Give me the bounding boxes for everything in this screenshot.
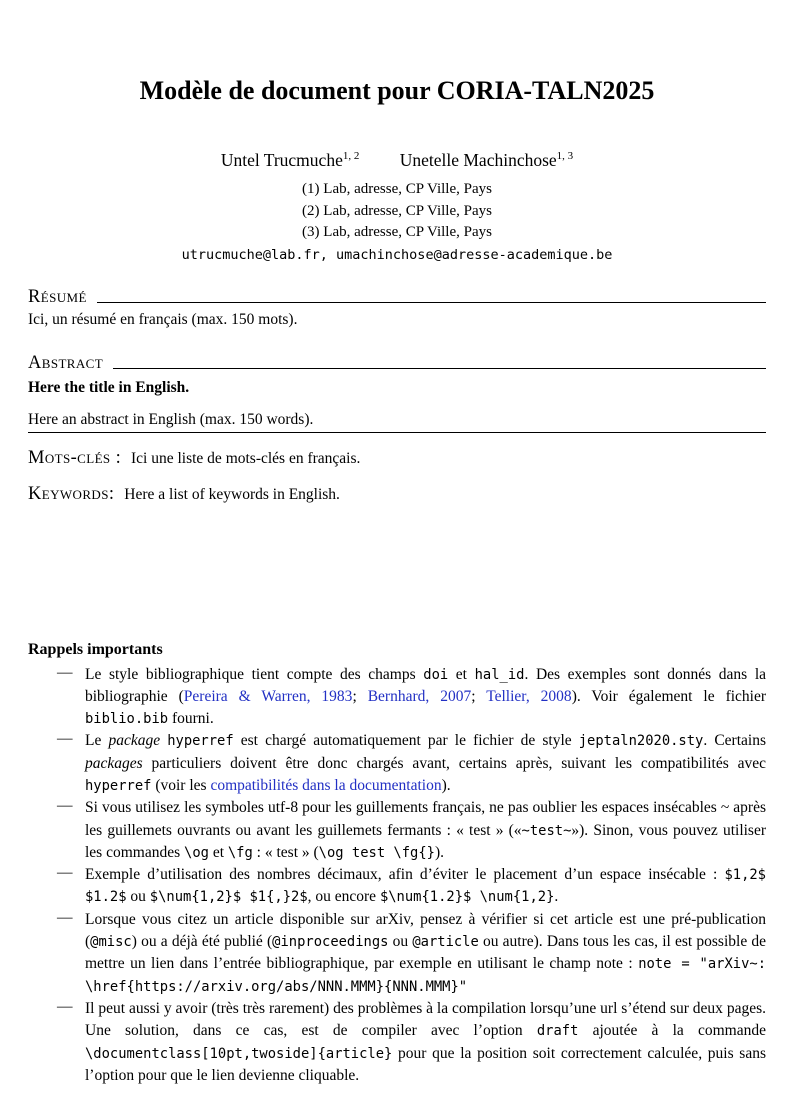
code-span: \og [184, 844, 209, 861]
text-span: ; [471, 687, 487, 705]
heading-rule [97, 302, 766, 303]
abstract-bottom-rule [28, 432, 766, 433]
text-span: et [208, 843, 228, 861]
dash-bullet: — [57, 997, 73, 1015]
text-span: (voir les [151, 776, 211, 794]
text-span: packages [85, 754, 143, 772]
code-span: \og test \fg{} [318, 844, 435, 861]
code-span: $1,2$ $1.2$ [85, 867, 766, 906]
list-item [28, 730, 766, 797]
text-span: Le [85, 732, 109, 750]
text-span: Il peut aussi y avoir (très très rarement) des problèmes à la compilation lorsqu’une url s’étend sur deux pages. Une solution, dans ce cas, est de compiler avec l’option [85, 999, 766, 1040]
hyperlink[interactable]: Tellier, 2008 [486, 687, 572, 705]
resume-section [28, 287, 766, 329]
hyperlink[interactable]: Bernhard, 2007 [367, 687, 472, 705]
text-span: ou autre). Dans tous les cas, il est possible de mettre un lien dans l’entrée bibliographique, par exemple en utilisant le champ note : [85, 933, 767, 973]
text-span: fourni. [168, 710, 214, 728]
list-item [28, 664, 766, 731]
section-heading: Abstract [28, 352, 104, 373]
text-span: , ou encore [307, 888, 380, 906]
code-span: @article [412, 934, 479, 951]
code-span: $\num{1.2}$ \num{1,2} [379, 889, 555, 906]
dash-bullet: — [57, 908, 73, 926]
text-span: package [108, 732, 161, 750]
text-span: ; [352, 687, 368, 705]
list-item-text [85, 797, 766, 864]
code-span: hyperref [85, 777, 152, 794]
text-span: particuliers doivent être donc chargés avant, certains après, suivant les compatibilités avec [142, 754, 766, 772]
text-span: »). Sinon, vous pouvez utiliser les commandes [85, 821, 766, 861]
author-name: Untel Trucmuche [220, 150, 343, 170]
code-span: ~test~ [521, 822, 572, 839]
text-span: ). [441, 776, 451, 794]
list-item-text [85, 864, 766, 909]
text-span: . Certains [703, 732, 766, 750]
text-span: est chargé automatiquement par le fichier de style [233, 732, 579, 750]
abstract-section [28, 353, 766, 433]
dash-bullet: — [57, 663, 73, 681]
keywords-line [28, 484, 766, 505]
hyperlink[interactable]: Pereira & Warren, 1983 [183, 687, 353, 705]
affiliation-line: (2) Lab, adresse, CP Ville, Pays [302, 202, 492, 219]
section-heading: Résumé [28, 286, 87, 307]
emails-line: utrucmuche@lab.fr, umachinchose@adresse-academique.be [181, 246, 613, 263]
authors-line [28, 150, 766, 171]
text-span: : « test » ( [252, 843, 319, 861]
section-heading: Keywords: [28, 483, 115, 504]
code-span: $\num{1,2}$ $1{,}2$ [149, 889, 308, 906]
text-span: ). Voir également le fichier [571, 687, 767, 705]
code-span: biblio.bib [85, 711, 169, 728]
text-span: Lorsque vous citez un article disponible sur arXiv, pensez à vérifier si cet article est une pré-publication ( [85, 910, 766, 951]
text-span: . [554, 888, 559, 906]
list-item [28, 998, 766, 1087]
text-span: pour que la position soit correctement calculée, puis sans l’option pour que le lien devienne cliquable. [85, 1044, 766, 1084]
list-item-text [85, 998, 766, 1087]
text-span: Le style bibliographique tient compte des champs [85, 665, 424, 683]
code-span: \documentclass[10pt,twoside]{article} [85, 1045, 393, 1062]
affiliations [28, 179, 766, 244]
dash-bullet: — [57, 730, 73, 748]
resume-text: Ici, un résumé en français (max. 150 mots). [28, 310, 298, 328]
text-span: ajoutée à la commande [578, 1022, 766, 1040]
affiliation-line: (3) Lab, adresse, CP Ville, Pays [302, 224, 492, 240]
code-span: \fg [227, 844, 253, 861]
code-span: doi [423, 666, 449, 683]
keywords-text: Here a list of keywords in English. [124, 485, 340, 503]
dash-bullet: — [57, 864, 73, 882]
abstract-heading-row [28, 353, 766, 374]
heading-rule [113, 368, 766, 369]
author-superscript: 1, 3 [556, 150, 574, 163]
code-span: @misc [90, 934, 132, 951]
list-item-text [85, 664, 766, 731]
text-span: et [448, 665, 475, 683]
author [400, 150, 573, 171]
reminder-list [28, 664, 766, 1088]
list-item [28, 909, 766, 998]
code-span: note = "arXiv~: \href{https://arxiv.org/abs/NNN.MMM}{NNN.MMM}" [85, 956, 766, 995]
text-span: . Des exemples sont donnés dans la bibliographie ( [85, 665, 767, 705]
list-item-text [85, 909, 766, 998]
list-item [28, 864, 766, 909]
code-span: @inproceedings [272, 934, 389, 951]
affiliation-line: (1) Lab, adresse, CP Ville, Pays [302, 181, 492, 197]
code-span: draft [536, 1023, 579, 1040]
paper-title: Modèle de document pour CORIA-TALN2025 [139, 76, 655, 105]
list-item [28, 797, 766, 864]
code-span: hyperref [167, 733, 234, 750]
author [221, 150, 360, 171]
dash-bullet: — [57, 797, 73, 815]
resume-heading-row [28, 287, 766, 308]
motscles-line [28, 448, 766, 469]
author-name: Unetelle Machinchose [399, 150, 557, 170]
motscles-text: Ici une liste de mots-clés en français. [131, 449, 361, 467]
text-span: ) ou a déjà été publié ( [131, 933, 273, 951]
text-span: Exemple d’utilisation des nombres décimaux, afin d’éviter le placement d’un espace insécable : [85, 866, 725, 884]
body-heading: Rappels importants [28, 640, 163, 658]
hyperlink[interactable]: compatibilités dans la documentation [210, 776, 442, 794]
text-span: ou [126, 888, 150, 906]
abstract-text: Here an abstract in English (max. 150 words). [28, 410, 314, 428]
text-span: ). [434, 843, 445, 861]
code-span: jeptaln2020.sty [578, 733, 704, 750]
section-heading: Mots-clés : [28, 447, 122, 468]
list-item-text [85, 730, 766, 797]
abstract-english-title: Here the title in English. [28, 378, 190, 396]
text-span: ou [388, 933, 413, 951]
code-span: hal_id [474, 666, 525, 683]
text-span: Si vous utilisez les symboles utf-8 pour les guillements français, ne pas oublier les espaces insécables ~ après les guillemets ouvrants ou avant les guillemets fermants : « test » (« [85, 799, 766, 839]
author-superscript: 1, 2 [342, 150, 360, 163]
